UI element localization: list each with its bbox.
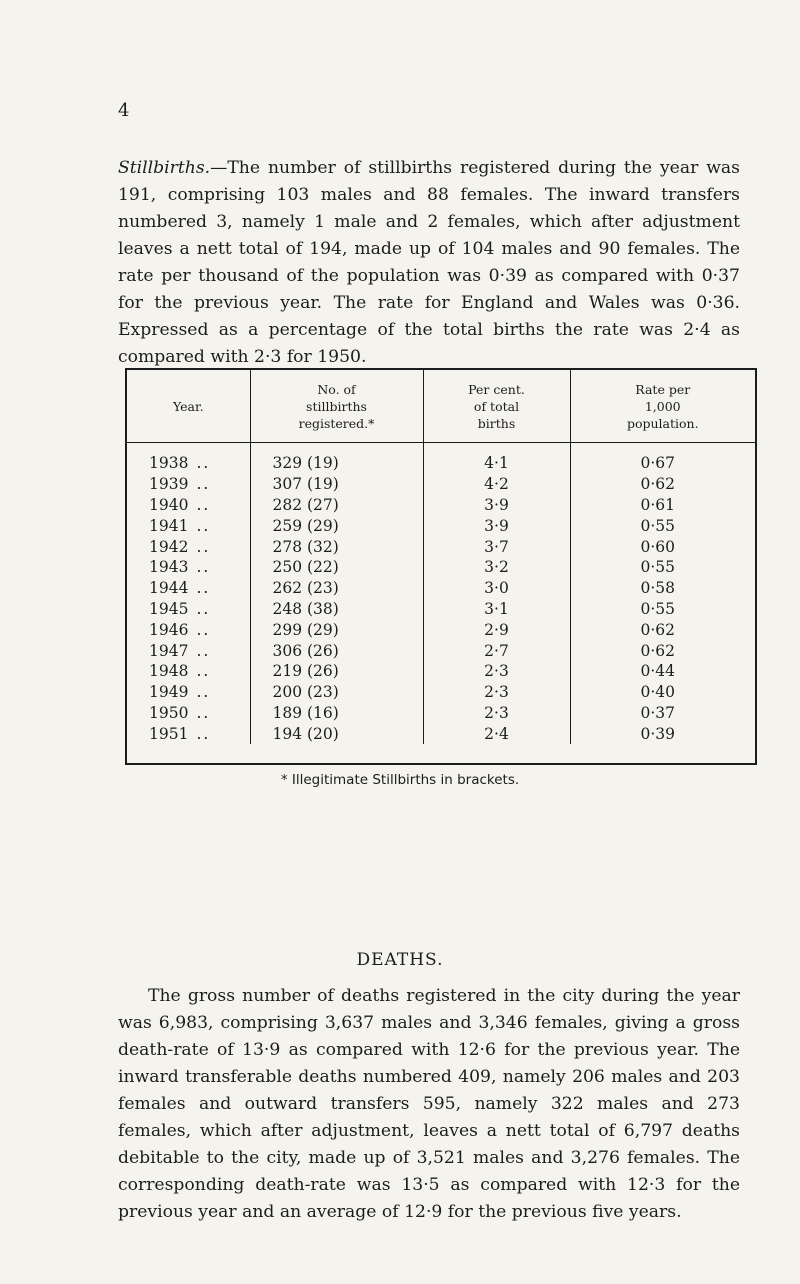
stillbirths-cell: 259 (29) (250, 515, 423, 536)
leader-dots: .. (196, 641, 211, 660)
leader-dots: .. (196, 703, 211, 722)
rate-cell: 0·67 (570, 443, 755, 474)
table-row (127, 443, 755, 474)
percent-cell: 4·1 (423, 443, 570, 474)
table-row (127, 515, 755, 536)
year-cell: 1944 .. (149, 579, 211, 598)
stillbirths-cell: 248 (38) (250, 599, 423, 620)
percent-cell: 3·9 (423, 495, 570, 516)
stillbirths-cell: 250 (22) (250, 557, 423, 578)
stillbirths-cell: 262 (23) (250, 578, 423, 599)
header-stillbirths: No. of stillbirths registered.* (250, 370, 423, 443)
leader-dots: .. (196, 724, 211, 743)
percent-cell: 2·3 (423, 703, 570, 724)
stillbirths-cell: 189 (16) (250, 703, 423, 724)
percent-cell: 2·9 (423, 619, 570, 640)
leader-dots: .. (196, 662, 211, 681)
stillbirths-cell: 200 (23) (250, 682, 423, 703)
rate-cell: 0·44 (570, 661, 755, 682)
table-header-row (127, 370, 755, 443)
percent-cell: 2·3 (423, 682, 570, 703)
rate-cell: 0·39 (570, 723, 755, 744)
percent-cell: 3·9 (423, 515, 570, 536)
year-cell: 1938 .. (149, 454, 211, 473)
year-cell: 1941 .. (149, 516, 211, 535)
rate-cell: 0·55 (570, 599, 755, 620)
percent-cell: 3·7 (423, 536, 570, 557)
stillbirths-cell: 278 (32) (250, 536, 423, 557)
year-cell: 1943 .. (149, 558, 211, 577)
table-row (127, 578, 755, 599)
leader-dots: .. (196, 516, 211, 535)
table-row (127, 703, 755, 724)
stillbirths-cell: 306 (26) (250, 640, 423, 661)
year-cell: 1951 .. (149, 724, 211, 743)
table-row (127, 599, 755, 620)
year-cell: 1949 .. (149, 683, 211, 702)
percent-cell: 2·3 (423, 661, 570, 682)
year-cell: 1948 .. (149, 662, 211, 681)
year-cell: 1940 .. (149, 495, 211, 514)
deaths-paragraph: The gross number of deaths registered in the city during the year was 6,983, comprising 3,637 males and 3,346 females, giving a gross death-rate of 13·9 as compared with 12·6 for the previous year. The inward transferable deaths numbered 409, namely 206 males and 203 females and outward transfers 595, namely 322 males and 273 females, which after adjustment, leaves a nett total of 6,797 deaths debitable to the city, made up of 3,521 males and 3,276 females. The corresponding death-rate was 13·5 as compared with 12·3 for the previous year and an average of 12·9 for the previous five years. (118, 986, 740, 1222)
table-row (127, 495, 755, 516)
rate-cell: 0·61 (570, 495, 755, 516)
leader-dots: .. (196, 620, 211, 639)
table-row (127, 619, 755, 640)
year-cell: 1939 .. (149, 475, 211, 494)
leader-dots: .. (196, 475, 211, 494)
header-year: Year. (127, 370, 250, 443)
year-cell: 1947 .. (149, 641, 211, 660)
year-cell: 1946 .. (149, 620, 211, 639)
stillbirths-text: —The number of stillbirths registered during the year was 191, comprising 103 males and 88 females. The inward transfers numbered 3, namely 1 male and 2 females, which after adjustment leaves a nett total of 194, made up of 104 males and 90 females. The rate per thousand of the population was 0·39 as compared with 0·37 for the previous year. The rate for England and Wales was 0·36. Expressed as a percentage of the total births the rate was 2·4 as compared with 2·3 for 1950. (118, 158, 740, 367)
year-cell: 1950 .. (149, 703, 211, 722)
leader-dots: .. (196, 558, 211, 577)
percent-cell: 3·1 (423, 599, 570, 620)
percent-cell: 2·4 (423, 723, 570, 744)
stillbirths-table (125, 368, 757, 765)
leader-dots: .. (196, 495, 211, 514)
leader-dots: .. (196, 599, 211, 618)
rate-cell: 0·55 (570, 515, 755, 536)
table-footnote: * Illegitimate Stillbirths in brackets. (280, 772, 520, 788)
header-percent: Per cent. of total births (423, 370, 570, 443)
table-row (127, 640, 755, 661)
percent-cell: 3·2 (423, 557, 570, 578)
deaths-heading: DEATHS. (356, 950, 444, 970)
stillbirths-cell: 194 (20) (250, 723, 423, 744)
table-row (127, 682, 755, 703)
leader-dots: .. (196, 454, 211, 473)
rate-cell: 0·55 (570, 557, 755, 578)
rate-cell: 0·40 (570, 682, 755, 703)
header-rate: Rate per 1,000 population. (570, 370, 755, 443)
percent-cell: 3·0 (423, 578, 570, 599)
table-row (127, 723, 755, 744)
year-cell: 1942 .. (149, 537, 211, 556)
percent-cell: 4·2 (423, 474, 570, 495)
stillbirths-cell: 307 (19) (250, 474, 423, 495)
rate-cell: 0·62 (570, 474, 755, 495)
leader-dots: .. (196, 537, 211, 556)
leader-dots: .. (196, 683, 211, 702)
stillbirths-cell: 329 (19) (250, 443, 423, 474)
table-row (127, 557, 755, 578)
table-row (127, 536, 755, 557)
rate-cell: 0·60 (570, 536, 755, 557)
rate-cell: 0·37 (570, 703, 755, 724)
table-row (127, 474, 755, 495)
stillbirths-paragraph (118, 155, 740, 371)
stillbirths-cell: 219 (26) (250, 661, 423, 682)
rate-cell: 0·62 (570, 640, 755, 661)
table-row (127, 661, 755, 682)
stillbirths-cell: 299 (29) (250, 619, 423, 640)
rate-cell: 0·62 (570, 619, 755, 640)
stillbirths-lead: Stillbirths. (118, 158, 211, 178)
leader-dots: .. (196, 579, 211, 598)
rate-cell: 0·58 (570, 578, 755, 599)
percent-cell: 2·7 (423, 640, 570, 661)
year-cell: 1945 .. (149, 599, 211, 618)
page-number: 4 (118, 100, 130, 121)
stillbirths-cell: 282 (27) (250, 495, 423, 516)
